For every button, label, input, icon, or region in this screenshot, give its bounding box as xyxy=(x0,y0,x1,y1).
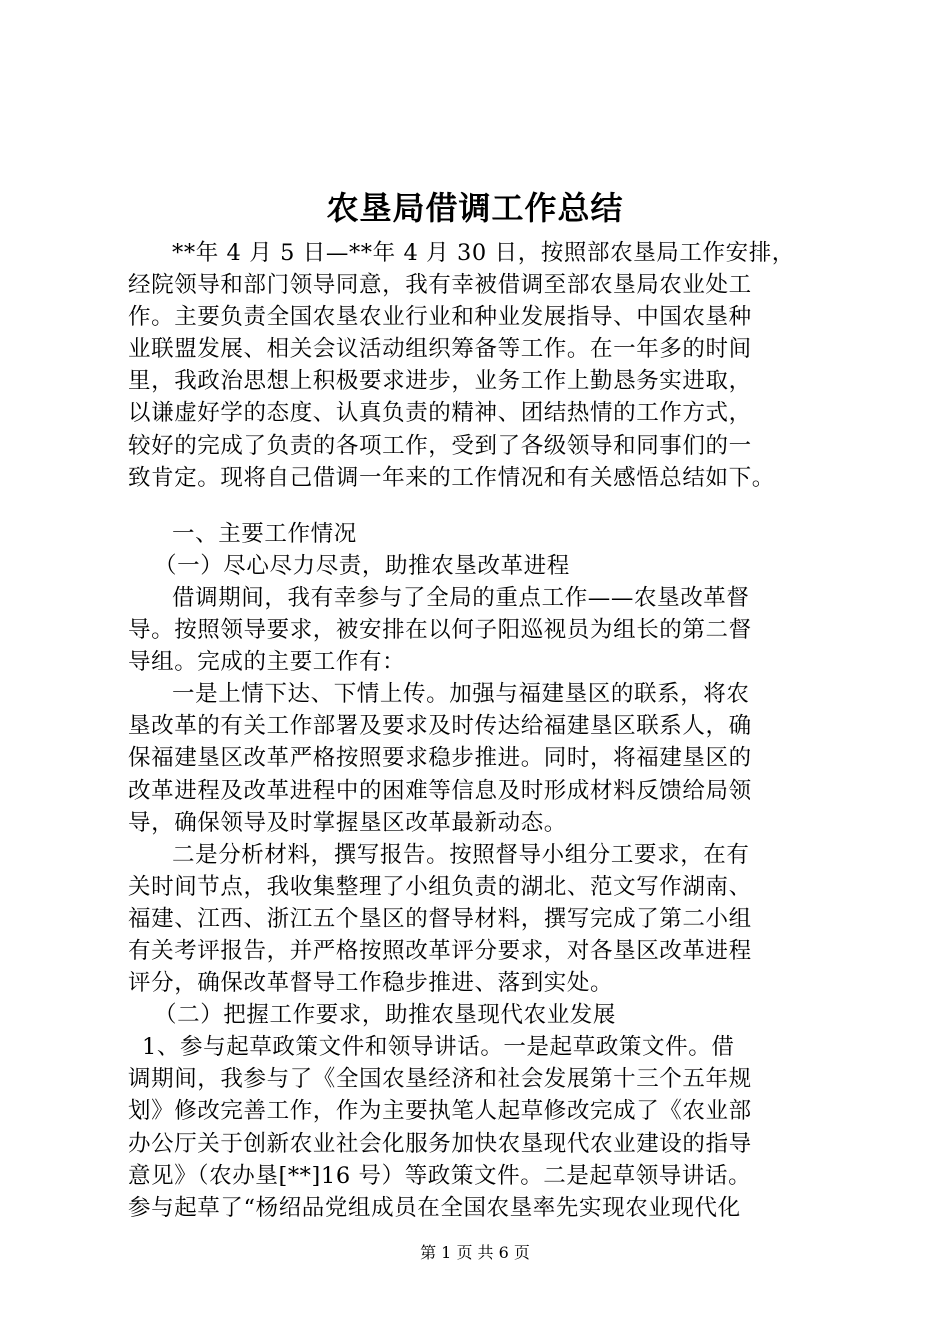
paragraph-line: 保福建垦区改革严格按照要求稳步推进。同时，将福建垦区的 xyxy=(128,745,752,772)
paragraph-line: 一是上情下达、下情上传。加强与福建垦区的联系，将农 xyxy=(172,681,750,708)
paragraph-line: 垦改革的有关工作部署及要求及时传达给福建垦区联系人，确 xyxy=(128,713,752,740)
paragraph-line: 作。主要负责全国农垦农业行业和种业发展指导、中国农垦种 xyxy=(128,304,752,331)
paragraph-line: 有关考评报告，并严格按照改革评分要求，对各垦区改革进程 xyxy=(128,937,752,964)
paragraph-line: 导组。完成的主要工作有： xyxy=(128,649,406,676)
paragraph-line: 划》修改完善工作，作为主要执笔人起草修改完成了《农业部 xyxy=(128,1098,752,1125)
paragraph-line: **年 4 月 5 日—**年 4 月 30 日，按照部农垦局工作安排， xyxy=(172,240,795,266)
subsection-heading: （二）把握工作要求，助推农垦现代农业发展 xyxy=(154,1002,617,1029)
paragraph-line: 较好的完成了负责的各项工作，受到了各级领导和同事们的一 xyxy=(128,432,752,459)
paragraph-line: 意见》（农办垦[**]16 号）等政策文件。二是起草领导讲话。 xyxy=(128,1162,752,1189)
paragraph-line: 借调期间，我有幸参与了全局的重点工作——农垦改革督 xyxy=(172,584,750,611)
paragraph-line: 致肯定。现将自己借调一年来的工作情况和有关感悟总结如下。 xyxy=(128,464,775,491)
paragraph-line: 1、参与起草政策文件和领导讲话。一是起草政策文件。借 xyxy=(142,1034,735,1061)
paragraph-line: 关时间节点，我收集整理了小组负责的湖北、范文写作湖南、 xyxy=(128,873,752,900)
document-title: 农垦局借调工作总结 xyxy=(326,189,624,227)
paragraph-line: 办公厅关于创新农业社会化服务加快农垦现代农业建设的指导 xyxy=(128,1130,752,1157)
subsection-heading: （一）尽心尽力尽责，助推农垦改革进程 xyxy=(154,552,570,579)
section-heading: 一、主要工作情况 xyxy=(172,520,357,547)
paragraph-line: 导。按照领导要求，被安排在以何子阳巡视员为组长的第二督 xyxy=(128,617,752,644)
paragraph-line: 福建、江西、浙江五个垦区的督导材料，撰写完成了第二小组 xyxy=(128,905,752,932)
paragraph-line: 导，确保领导及时掌握垦区改革最新动态。 xyxy=(128,809,567,836)
page-number-footer: 第 1 页 共 6 页 xyxy=(420,1243,530,1262)
paragraph-line: 里，我政治思想上积极要求进步，业务工作上勤恳务实进取， xyxy=(128,368,752,395)
paragraph-line: 业联盟发展、相关会议活动组织筹备等工作。在一年多的时间 xyxy=(128,336,752,363)
paragraph-line: 评分，确保改革督导工作稳步推进、落到实处。 xyxy=(128,970,614,997)
paragraph-gap xyxy=(128,494,836,518)
paragraph-line: 参与起草了“杨绍品党组成员在全国农垦率先实现农业现代化 xyxy=(128,1194,741,1221)
paragraph-line: 以谦虚好学的态度、认真负责的精神、团结热情的工作方式， xyxy=(128,400,752,427)
paragraph-line: 调期间，我参与了《全国农垦经济和社会发展第十三个五年规 xyxy=(128,1066,752,1093)
paragraph-line: 经院领导和部门领导同意，我有幸被借调至部农垦局农业处工 xyxy=(128,272,752,299)
document-body xyxy=(128,237,836,1224)
paragraph-line: 改革进程及改革进程中的困难等信息及时形成材料反馈给局领 xyxy=(128,777,752,804)
paragraph-line: 二是分析材料，撰写报告。按照督导小组分工要求，在有 xyxy=(172,841,750,868)
